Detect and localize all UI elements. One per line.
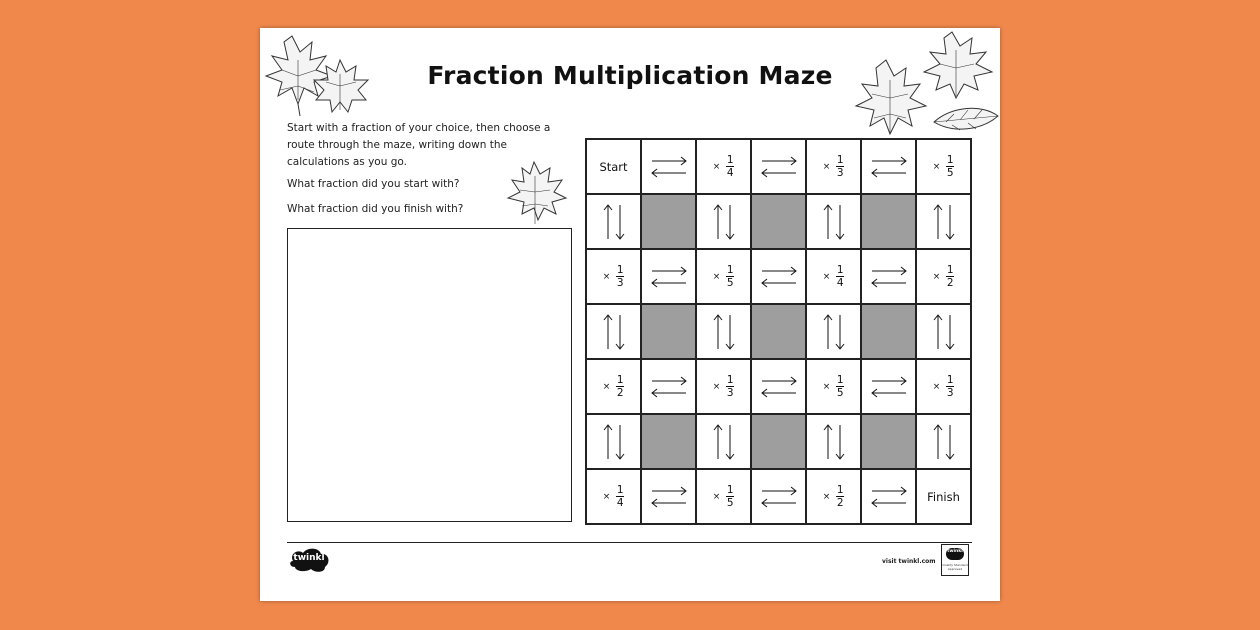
vertical-arrows-icon bbox=[709, 312, 739, 352]
fraction-numerator: 1 bbox=[616, 374, 624, 386]
fraction bbox=[836, 484, 844, 509]
maze-blocked-cell bbox=[641, 414, 696, 469]
fraction-numerator: 1 bbox=[946, 374, 954, 386]
maze-blocked-cell bbox=[751, 304, 806, 359]
maze-arrow-cell bbox=[751, 139, 806, 194]
multiply-fraction bbox=[933, 374, 955, 399]
fraction-denominator: 3 bbox=[726, 387, 734, 399]
fraction-denominator: 4 bbox=[836, 277, 844, 289]
multiply-fraction bbox=[823, 484, 845, 509]
fraction-denominator: 3 bbox=[946, 387, 954, 399]
fraction-denominator: 3 bbox=[616, 277, 624, 289]
fraction bbox=[836, 374, 844, 399]
fraction bbox=[946, 264, 954, 289]
fraction-numerator: 1 bbox=[836, 154, 844, 166]
maze-fraction-cell bbox=[586, 359, 641, 414]
maze-start-cell bbox=[586, 139, 641, 194]
times-symbol: × bbox=[822, 271, 831, 282]
horizontal-arrows-icon bbox=[649, 152, 689, 182]
vertical-arrows-icon bbox=[819, 422, 849, 462]
fraction-numerator: 1 bbox=[946, 264, 954, 276]
fraction bbox=[836, 264, 844, 289]
multiply-fraction bbox=[713, 374, 735, 399]
maze-arrow-cell bbox=[916, 414, 971, 469]
maze-blocked-cell bbox=[861, 304, 916, 359]
times-symbol: × bbox=[932, 271, 941, 282]
times-symbol: × bbox=[822, 491, 831, 502]
times-symbol: × bbox=[822, 381, 831, 392]
maze-arrow-cell bbox=[586, 414, 641, 469]
maze-arrow-cell bbox=[696, 194, 751, 249]
times-symbol: × bbox=[602, 271, 611, 282]
vertical-arrows-icon bbox=[929, 202, 959, 242]
maze-blocked-cell bbox=[861, 414, 916, 469]
maze-fraction-cell bbox=[586, 249, 641, 304]
vertical-arrows-icon bbox=[929, 312, 959, 352]
fraction-numerator: 1 bbox=[836, 374, 844, 386]
maze-grid bbox=[585, 138, 972, 525]
maze-arrow-cell bbox=[641, 469, 696, 524]
badge-subtext: Quality Standard Approved bbox=[942, 563, 968, 571]
maze-arrow-cell bbox=[586, 304, 641, 359]
fraction bbox=[946, 154, 954, 179]
vertical-arrows-icon bbox=[929, 422, 959, 462]
maze-arrow-cell bbox=[916, 304, 971, 359]
multiply-fraction bbox=[713, 264, 735, 289]
fraction-numerator: 1 bbox=[726, 264, 734, 276]
multiply-fraction bbox=[713, 154, 735, 179]
maze-arrow-cell bbox=[861, 139, 916, 194]
maze-fraction-cell bbox=[916, 139, 971, 194]
maze-arrow-cell bbox=[806, 304, 861, 359]
maze-blocked-cell bbox=[751, 414, 806, 469]
times-symbol: × bbox=[712, 381, 721, 392]
twinkl-logo-text: twinkl bbox=[293, 553, 325, 563]
multiply-fraction bbox=[603, 264, 625, 289]
times-symbol: × bbox=[822, 161, 831, 172]
maze-fraction-cell bbox=[916, 359, 971, 414]
fraction bbox=[726, 264, 734, 289]
question-start-fraction: What fraction did you start with? bbox=[287, 178, 460, 190]
maze-fraction-cell bbox=[696, 469, 751, 524]
times-symbol: × bbox=[602, 381, 611, 392]
multiply-fraction bbox=[823, 264, 845, 289]
horizontal-arrows-icon bbox=[759, 372, 799, 402]
maze-blocked-cell bbox=[861, 194, 916, 249]
maze-finish-label: Finish bbox=[927, 489, 960, 504]
maze-arrow-cell bbox=[751, 359, 806, 414]
vertical-arrows-icon bbox=[709, 202, 739, 242]
maze-arrow-cell bbox=[861, 249, 916, 304]
multiply-fraction bbox=[823, 154, 845, 179]
maze-fraction-cell bbox=[586, 469, 641, 524]
fraction bbox=[946, 374, 954, 399]
multiply-fraction bbox=[603, 374, 625, 399]
horizontal-arrows-icon bbox=[649, 482, 689, 512]
fraction-denominator: 2 bbox=[836, 497, 844, 509]
maze-fraction-cell bbox=[806, 469, 861, 524]
badge-text: twinkl bbox=[947, 549, 963, 554]
fraction-numerator: 1 bbox=[946, 154, 954, 166]
times-symbol: × bbox=[712, 271, 721, 282]
maze-fraction-cell bbox=[806, 249, 861, 304]
vertical-arrows-icon bbox=[819, 312, 849, 352]
maze-arrow-cell bbox=[861, 359, 916, 414]
fraction-numerator: 1 bbox=[616, 484, 624, 496]
times-symbol: × bbox=[932, 161, 941, 172]
vertical-arrows-icon bbox=[599, 202, 629, 242]
worksheet-page bbox=[260, 28, 1000, 601]
vertical-arrows-icon bbox=[599, 312, 629, 352]
multiply-fraction bbox=[823, 374, 845, 399]
maze-arrow-cell bbox=[586, 194, 641, 249]
maze-fraction-cell bbox=[916, 249, 971, 304]
maze-arrow-cell bbox=[751, 249, 806, 304]
maze-arrow-cell bbox=[641, 139, 696, 194]
times-symbol: × bbox=[712, 491, 721, 502]
fraction-numerator: 1 bbox=[726, 484, 734, 496]
maze-blocked-cell bbox=[751, 194, 806, 249]
fraction bbox=[616, 484, 624, 509]
vertical-arrows-icon bbox=[709, 422, 739, 462]
maze-arrow-cell bbox=[861, 469, 916, 524]
fraction-numerator: 1 bbox=[836, 484, 844, 496]
maze-fraction-cell bbox=[696, 139, 751, 194]
fraction-denominator: 2 bbox=[616, 387, 624, 399]
fraction-numerator: 1 bbox=[726, 154, 734, 166]
multiply-fraction bbox=[933, 154, 955, 179]
maze-arrow-cell bbox=[751, 469, 806, 524]
maze-arrow-cell bbox=[916, 194, 971, 249]
fraction bbox=[726, 484, 734, 509]
quality-badge bbox=[941, 544, 969, 576]
fraction bbox=[726, 374, 734, 399]
maze-arrow-cell bbox=[696, 414, 751, 469]
fraction bbox=[836, 154, 844, 179]
maze-arrow-cell bbox=[641, 359, 696, 414]
fraction-denominator: 4 bbox=[616, 497, 624, 509]
times-symbol: × bbox=[712, 161, 721, 172]
multiply-fraction bbox=[713, 484, 735, 509]
fraction-denominator: 5 bbox=[726, 277, 734, 289]
footer-divider bbox=[287, 542, 972, 543]
horizontal-arrows-icon bbox=[869, 262, 909, 292]
maze-blocked-cell bbox=[641, 304, 696, 359]
fraction bbox=[616, 264, 624, 289]
maze-arrow-cell bbox=[806, 194, 861, 249]
times-symbol: × bbox=[602, 491, 611, 502]
vertical-arrows-icon bbox=[819, 202, 849, 242]
maze-start-label: Start bbox=[599, 159, 628, 174]
fraction-numerator: 1 bbox=[836, 264, 844, 276]
maze-blocked-cell bbox=[641, 194, 696, 249]
fraction-numerator: 1 bbox=[726, 374, 734, 386]
maze-fraction-cell bbox=[696, 249, 751, 304]
fraction-denominator: 5 bbox=[946, 167, 954, 179]
horizontal-arrows-icon bbox=[759, 152, 799, 182]
horizontal-arrows-icon bbox=[649, 372, 689, 402]
maze-fraction-cell bbox=[696, 359, 751, 414]
fraction-denominator: 5 bbox=[726, 497, 734, 509]
times-symbol: × bbox=[932, 381, 941, 392]
working-out-box[interactable] bbox=[287, 228, 572, 522]
horizontal-arrows-icon bbox=[759, 262, 799, 292]
maze-fraction-cell bbox=[806, 139, 861, 194]
maze-finish-cell bbox=[916, 469, 971, 524]
instructions-text: Start with a fraction of your choice, then choose a route through the maze, writing down the calculations as you go. bbox=[287, 122, 551, 168]
fraction-numerator: 1 bbox=[616, 264, 624, 276]
maze-arrow-cell bbox=[641, 249, 696, 304]
multiply-fraction bbox=[603, 484, 625, 509]
fraction-denominator: 5 bbox=[836, 387, 844, 399]
fraction bbox=[726, 154, 734, 179]
horizontal-arrows-icon bbox=[869, 152, 909, 182]
maze-fraction-cell bbox=[806, 359, 861, 414]
vertical-arrows-icon bbox=[599, 422, 629, 462]
worksheet-title: Fraction Multiplication Maze bbox=[427, 61, 833, 90]
fraction bbox=[616, 374, 624, 399]
maze-arrow-cell bbox=[806, 414, 861, 469]
fraction-denominator: 2 bbox=[946, 277, 954, 289]
horizontal-arrows-icon bbox=[759, 482, 799, 512]
horizontal-arrows-icon bbox=[649, 262, 689, 292]
fraction-denominator: 3 bbox=[836, 167, 844, 179]
horizontal-arrows-icon bbox=[869, 372, 909, 402]
question-finish-fraction: What fraction did you finish with? bbox=[287, 203, 464, 215]
horizontal-arrows-icon bbox=[869, 482, 909, 512]
maze-arrow-cell bbox=[696, 304, 751, 359]
visit-link[interactable]: visit twinkl.com bbox=[882, 558, 936, 565]
multiply-fraction bbox=[933, 264, 955, 289]
fraction-denominator: 4 bbox=[726, 167, 734, 179]
